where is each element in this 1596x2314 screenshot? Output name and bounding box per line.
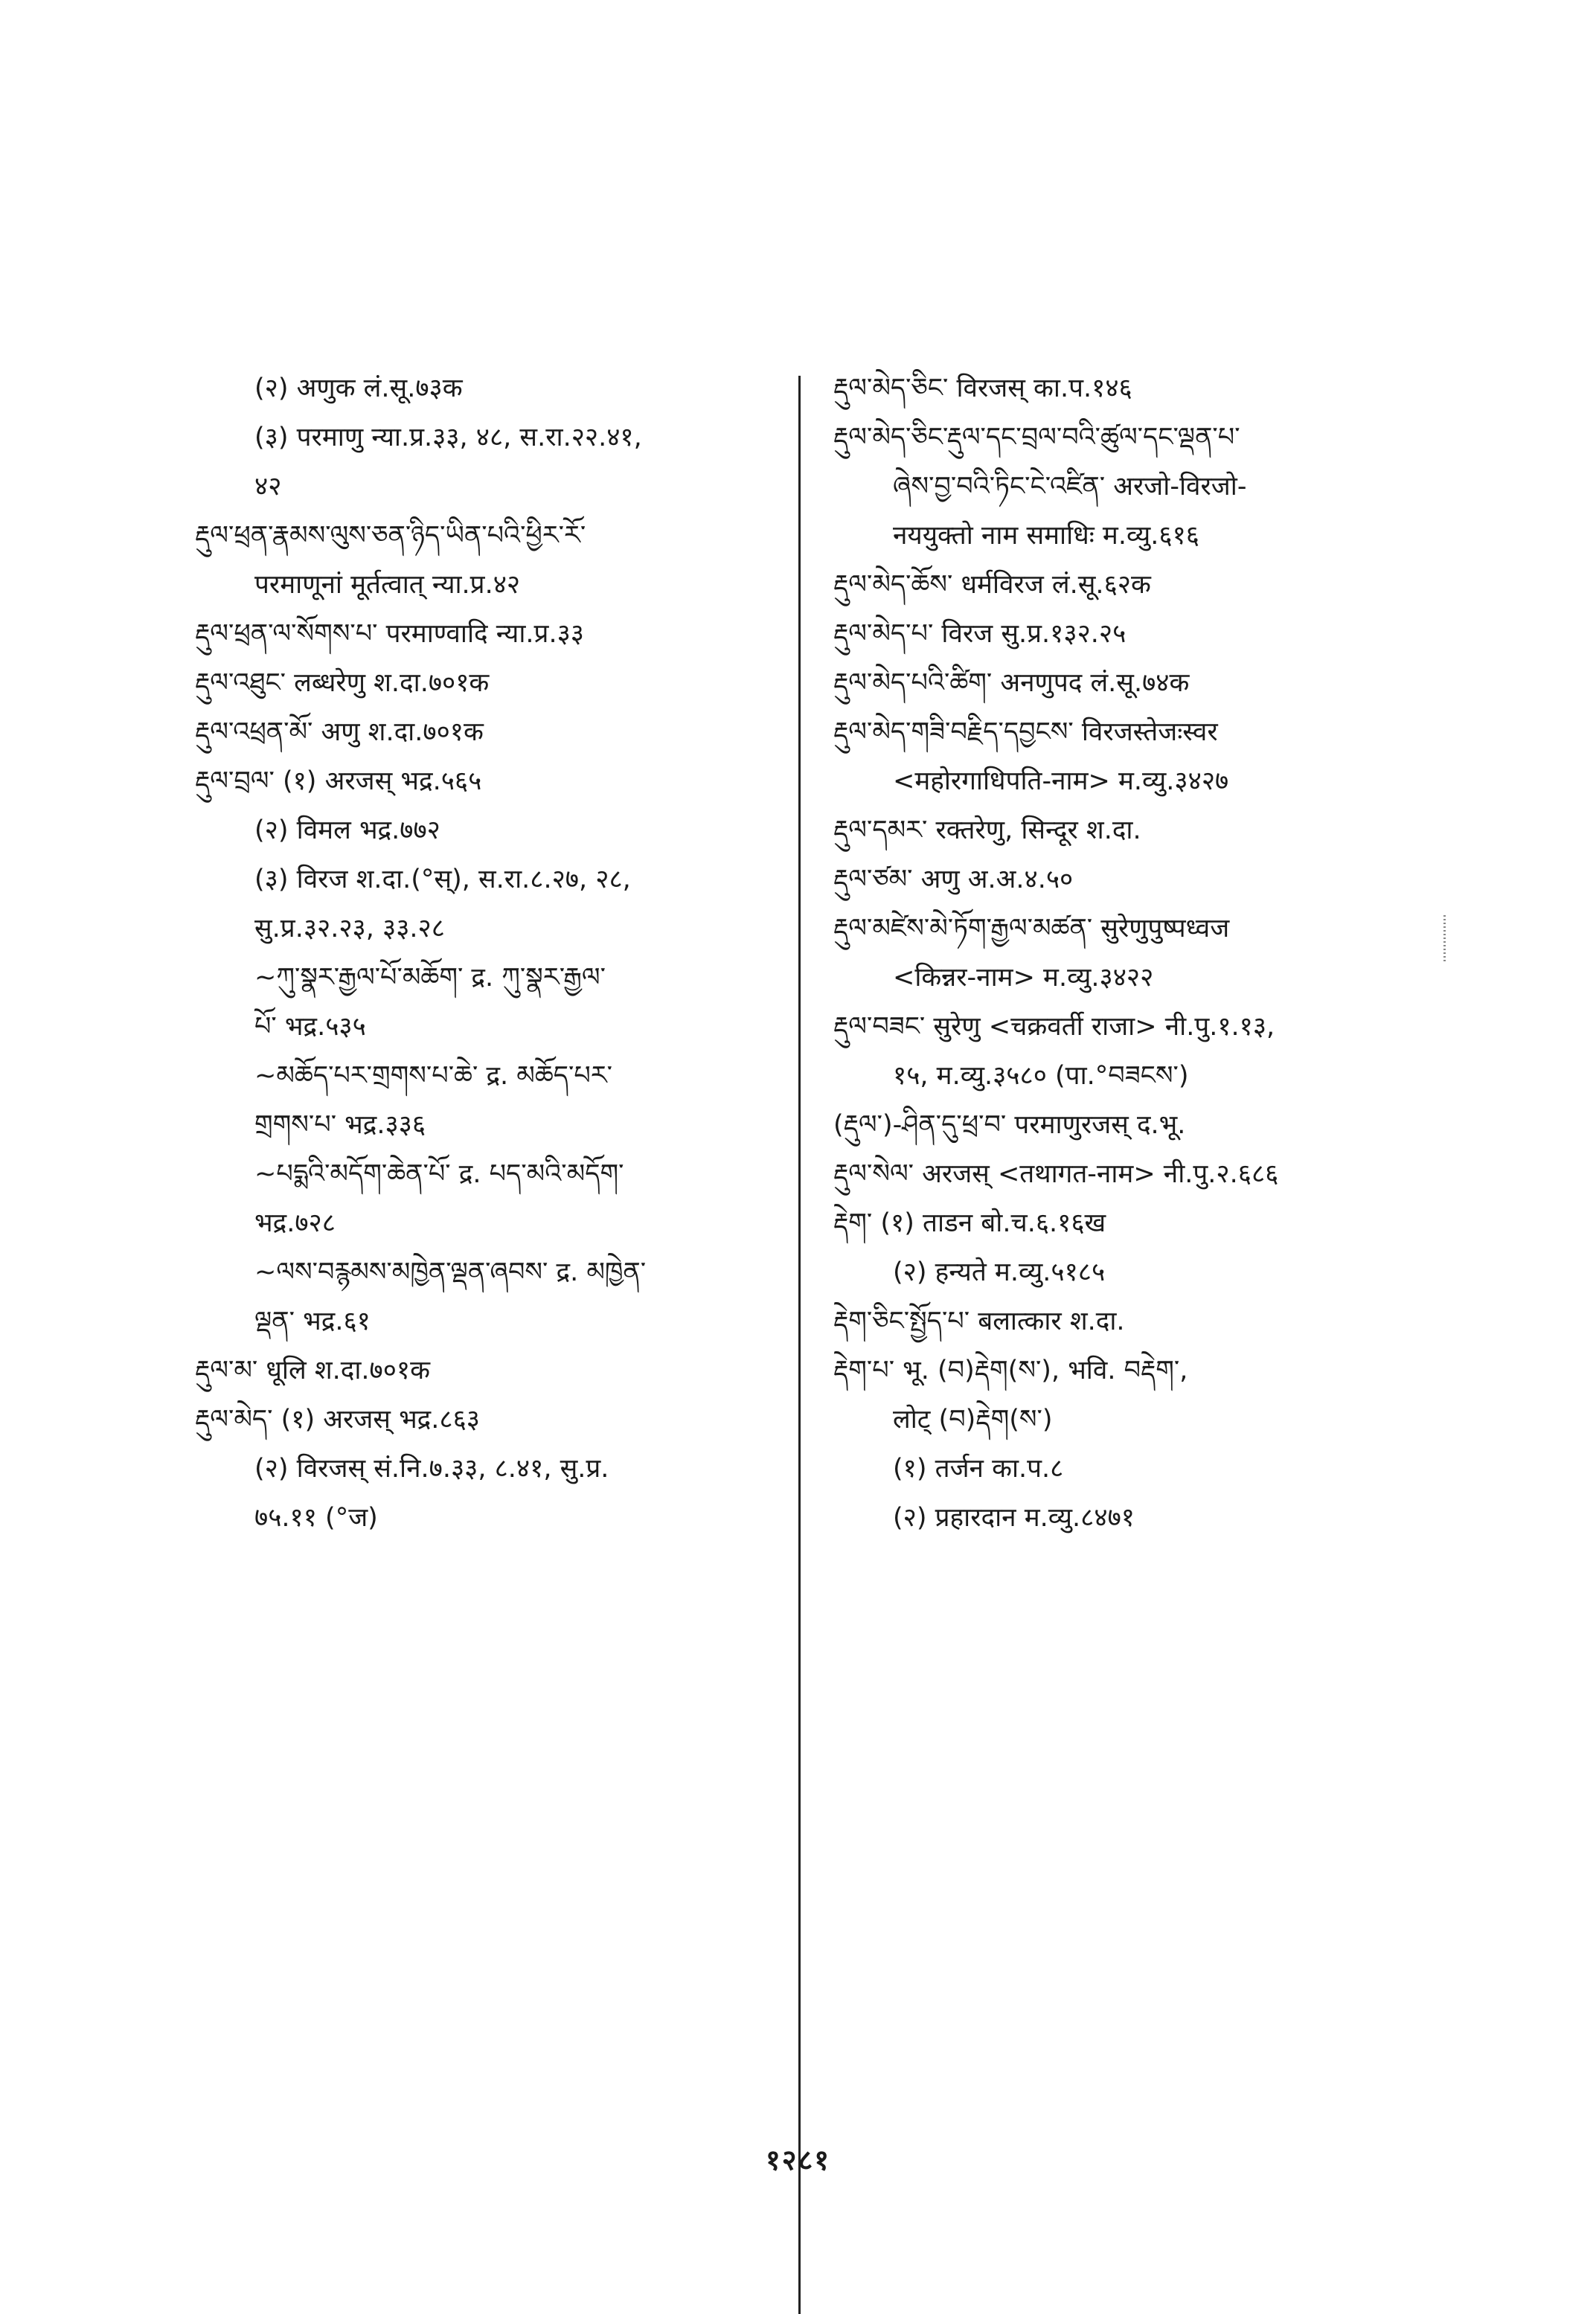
- entry-line: རྡེག་པ་ भू. (བ)རྡེག(ས་), भवि. བརྡེག་,: [833, 1356, 1188, 1385]
- entry-line: ལྡན་ भद्र.६१: [254, 1307, 371, 1336]
- left-column: [195, 372, 790, 1551]
- entry-line: རྡུལ་མེད་པའི་ཚིག་ अनणुपद लं.सू.७४क: [833, 668, 1190, 698]
- entry-line: परमाणूनां मूर्तत्वात् न्या.प्र.४२: [254, 570, 521, 600]
- entry-line: རྡེག་ (१) ताडन बो.च.६.१६ख: [833, 1208, 1106, 1238]
- entry-line: ~ཀུ་སྣར་རྒྱལ་པོ་མཆོག་ द्र. ཀུ་སྣར་རྒྱལ་: [254, 963, 606, 993]
- column-divider: [798, 376, 801, 2314]
- entry-line: (२) विमल भद्र.७७२: [254, 815, 440, 845]
- entry-line: རྡུལ་མེད་ཅིང་རྡུལ་དང་བྲལ་བའི་ཚུལ་དང་ལྡན་པ་: [833, 423, 1240, 452]
- entry-line: རྡུལ་མེད་པ་ विरज सु.प्र.१३२.२५: [833, 619, 1127, 649]
- entry-line: <किन्नर-नाम> म.व्यु.३४२२: [893, 963, 1154, 993]
- entry-line: རྡུལ་ཕྲན་རྣམས་ལུས་ཅན་ཉིད་ཡིན་པའི་ཕྱིར་རོ་: [195, 521, 586, 551]
- entry-line: (རྡུལ་)-ཤིན་དུ་ཕྲ་བ་ परमाणुरजस् द.भू.: [833, 1110, 1186, 1140]
- entry-line: རྡུལ་འཐུང་ लब्धरेणु श.दा.७०१क: [195, 668, 490, 698]
- entry-line: <महोरगाधिपति-नाम> म.व्यु.३४२७: [893, 766, 1229, 796]
- entry-line: རྡུལ་མེད་གཟི་བརྗིད་དབྱངས་ विरजस्तेजःस्वर: [833, 717, 1218, 747]
- entry-line: རྡུལ་བཟང་ सुरेणु <चक्रवर्ती राजा> नी.पु.१.१३,: [833, 1012, 1275, 1042]
- entry-line: (२) हन्यते म.व्यु.५१८५: [893, 1257, 1106, 1287]
- entry-line: १५, म.व्यु.३५८० (पा.°བཟངས་): [893, 1061, 1189, 1091]
- entry-line: རྡུལ་མ་ धूलि श.दा.७०१क: [195, 1356, 430, 1385]
- entry-line: (२) अणुक लं.सू.७३क: [254, 374, 463, 403]
- entry-line: नययुक्तो नाम समाधिः म.व्यु.६१६: [893, 521, 1199, 551]
- entry-line: लोट् (བ)རྡེག(ས་): [893, 1405, 1053, 1435]
- entry-line: རྡུལ་ཙམ་ अणु अ.अ.४.५०: [833, 865, 1074, 894]
- entry-line: (२) विरजस् सं.नि.७.३३, ८.४१, सु.प्र.: [254, 1454, 609, 1484]
- entry-line: ४२: [254, 472, 282, 501]
- entry-line: རྡུལ་འཕྲན་མོ་ अणु श.दा.७०१क: [195, 717, 484, 747]
- entry-line: རྡུལ་མེད་ (१) अरजस् भद्र.८६३: [195, 1405, 480, 1435]
- entry-line: རྡུལ་སེལ་ अरजस् <तथागत-नाम> नी.पु.२.६८६: [833, 1159, 1279, 1189]
- entry-line: རྡུལ་མེད་ཅིང་ विरजस् का.प.१४६: [833, 374, 1132, 403]
- entry-line: (२) प्रहारदान म.व्यु.८४७१: [893, 1503, 1135, 1533]
- entry-line: རྡུལ་བྲལ་ (१) अरजस् भद्र.५६५: [195, 766, 482, 796]
- entry-line: རྡུལ་དམར་ रक्तरेणु, सिन्दूर श.दा.: [833, 815, 1141, 845]
- page-number: १२८१: [765, 2144, 831, 2176]
- entry-line: (१) तर्जन का.प.८: [893, 1454, 1064, 1484]
- entry-line: རྡུལ་ཕྲན་ལ་སོགས་པ་ परमाण्वादि न्या.प्र.३३: [195, 619, 584, 649]
- entry-line: པོ་ भद्र.५३५: [254, 1012, 366, 1042]
- entry-line: ཞེས་བྱ་བའི་ཏིང་ངེ་འཛིན་ अरजो-विरजो-: [893, 472, 1247, 501]
- entry-line: सु.प्र.३२.२३, ३३.२८: [254, 914, 445, 943]
- entry-line: (३) विरज श.दा.(°स्), स.रा.८.२७, २८,: [254, 865, 631, 894]
- entry-line: ~ལས་བརྙམས་མཁྱེན་ལྡན་ཞབས་ द्र. མཁྱེན་: [254, 1257, 647, 1287]
- entry-line: རྡུལ་མེད་ཆོས་ धर्मविरज लं.सू.६२क: [833, 570, 1151, 600]
- entry-line: རྡེག་ཅིང་སྤྱོད་པ་ बलात्कार श.दा.: [833, 1307, 1125, 1336]
- entry-line: भद्र.७२८: [254, 1208, 336, 1238]
- entry-line: ७५.११ (°ज): [254, 1503, 378, 1533]
- entry-line: ~པདྨའི་མདོག་ཆེན་པོ་ द्र. པད་མའི་མདོག་: [254, 1159, 624, 1189]
- entry-line: གྲགས་པ་ भद्र.३३६: [254, 1110, 426, 1140]
- margin-mark: [1443, 915, 1446, 961]
- entry-line: རྡུལ་མཛེས་མེ་ཏོག་རྒྱལ་མཚན་ सुरेणुपुष्पध्वज: [833, 914, 1230, 943]
- right-column: [833, 372, 1473, 1551]
- entry-line: (३) परमाणु न्या.प्र.३३, ४८, स.रा.२२.४१,: [254, 423, 642, 452]
- entry-line: ~མཆོད་པར་གྲགས་པ་ཆེ་ द्र. མཆོད་པར་: [254, 1061, 612, 1091]
